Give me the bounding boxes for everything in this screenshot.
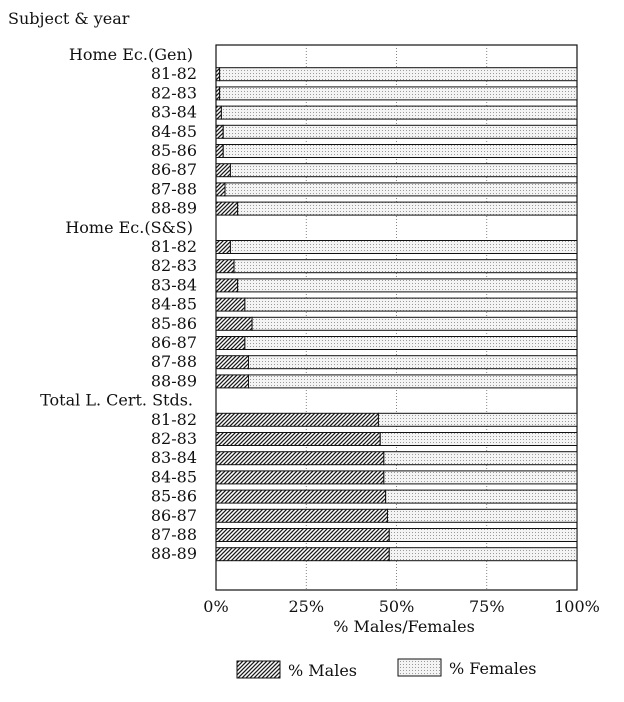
bar-female [223, 145, 577, 158]
year-label: 85-86 [150, 141, 197, 160]
year-label: 86-87 [150, 160, 197, 180]
year-label: 82-83 [150, 256, 197, 276]
bar-female [220, 68, 577, 81]
group-label: Total L. Cert. Stds. [40, 390, 193, 410]
year-label: 83-84 [150, 275, 197, 295]
bar-male [216, 375, 248, 388]
year-label: 85-86 [150, 313, 197, 333]
bar-female [389, 548, 577, 561]
bar-male [216, 356, 248, 369]
legend-swatch-males [237, 661, 280, 678]
bar-female [221, 106, 577, 119]
bar-male [216, 183, 225, 196]
bar-male [216, 202, 238, 215]
bar-male [216, 68, 220, 81]
bar-male [216, 413, 378, 426]
legend-swatch-females [398, 659, 441, 676]
group-label: Home Ec.(S&S) [65, 217, 193, 237]
bar-female [223, 125, 577, 138]
bar-female [238, 202, 577, 215]
bar-female [220, 87, 577, 100]
x-axis-title: % Males/Females [333, 617, 475, 636]
bar-male [216, 529, 389, 542]
legend-label-females: % Females [449, 659, 537, 678]
year-label: 84-85 [150, 294, 197, 314]
bar-male [216, 106, 221, 119]
bar-male [216, 164, 230, 177]
bar-female [384, 471, 577, 484]
bar-female [245, 337, 577, 350]
bar-female [386, 490, 577, 503]
bar-male [216, 471, 384, 484]
bar-male [216, 260, 234, 273]
bar-female [238, 279, 577, 292]
bar-female [387, 509, 577, 522]
year-label: 83-84 [150, 102, 197, 122]
year-label: 85-86 [150, 486, 197, 506]
year-label: 88-89 [150, 371, 197, 391]
year-label: 83-84 [150, 448, 197, 468]
bar-male [216, 241, 230, 254]
bar-female [225, 183, 577, 196]
bar-female [384, 452, 577, 465]
year-label: 86-87 [150, 505, 197, 525]
bar-female [252, 317, 577, 330]
x-tick-label: 0% [203, 597, 229, 616]
bar-male [216, 509, 387, 522]
bar-male [216, 317, 252, 330]
year-label: 87-88 [150, 179, 197, 199]
year-label: 84-85 [150, 467, 197, 487]
bar-male [216, 298, 245, 311]
bar-male [216, 452, 384, 465]
bar-female [389, 529, 577, 542]
legend [237, 659, 537, 680]
x-tick-label: 25% [288, 597, 325, 616]
year-label: 86-87 [150, 333, 197, 352]
year-label: 87-88 [150, 352, 197, 372]
year-label: 81-82 [150, 64, 197, 84]
bar-female [380, 433, 577, 446]
bar-female [245, 298, 577, 311]
bar-female [248, 375, 577, 388]
bar-female [378, 413, 577, 426]
x-tick-label: 100% [554, 597, 600, 616]
bar-male [216, 87, 220, 100]
x-tick-label: 50% [378, 597, 415, 616]
bar-female [234, 260, 577, 273]
bar-male [216, 490, 386, 503]
year-label: 87-88 [150, 525, 197, 544]
bar-male [216, 145, 223, 158]
year-label: 81-82 [150, 409, 197, 429]
group-label: Home Ec.(Gen) [68, 45, 193, 64]
legend-label-males: % Males [288, 661, 358, 680]
bar-male [216, 279, 238, 292]
year-label: 84-85 [150, 121, 197, 141]
bar-female [248, 356, 577, 369]
bar-female [230, 241, 577, 254]
bar-female [230, 164, 577, 177]
x-tick-label: 75% [468, 597, 505, 616]
year-label: 82-83 [150, 83, 197, 103]
bar-male [216, 125, 223, 138]
year-label: 88-89 [150, 544, 197, 564]
y-axis-title: Subject & year [8, 9, 130, 28]
bar-male [216, 337, 245, 350]
year-label: 81-82 [150, 237, 197, 256]
year-label: 82-83 [150, 429, 197, 448]
bar-male [216, 548, 389, 561]
bar-male [216, 433, 380, 446]
year-label: 88-89 [150, 198, 197, 218]
